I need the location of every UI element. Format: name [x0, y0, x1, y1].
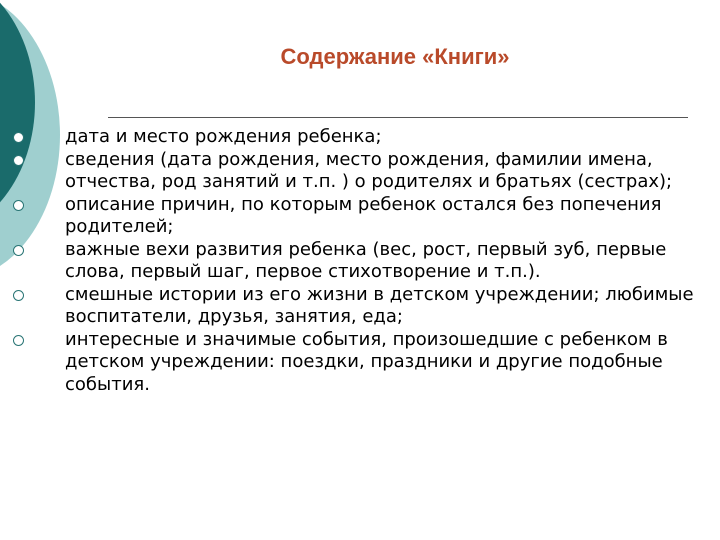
bullet-circle-icon — [13, 132, 24, 143]
bullet-text: смешные истории из его жизни в детском учреждении; любимые воспитатели, друзья, занятия, еда; — [65, 283, 694, 327]
bullet-item-3 — [65, 194, 695, 239]
bullet-text: описание причин, по которым ребенок остался без попечения родителей; — [65, 193, 662, 237]
bullet-text: дата и место рождения ребенка; — [65, 126, 382, 147]
title-divider — [108, 117, 688, 118]
bullet-item-1 — [65, 126, 695, 149]
bullet-circle-icon — [13, 290, 24, 301]
bullet-circle-icon — [13, 335, 24, 346]
bullet-list — [65, 126, 695, 396]
bullet-circle-icon — [13, 245, 24, 256]
bullet-circle-icon — [13, 200, 24, 211]
slide-title: Содержание «Книги» — [280, 44, 510, 69]
bullet-item-4 — [65, 239, 695, 284]
bullet-circle-icon — [13, 155, 24, 166]
bullet-item-5 — [65, 284, 695, 329]
bullet-text: важные вехи развития ребенка (вес, рост, первый зуб, первые слова, первый шаг, первое стихотворение и т.п.). — [65, 238, 667, 282]
bullet-text: интересные и значимые события, произошедшие с ребенком в детском учреждении: поездки, праздники и другие подобные события. — [65, 328, 668, 395]
bullet-text: сведения (дата рождения, место рождения, фамилии имена, отчества, род занятий и т.п. ) о родителях и братьях (сестрах); — [65, 148, 673, 192]
bullet-item-6 — [65, 329, 695, 397]
bullet-item-2 — [65, 149, 695, 194]
